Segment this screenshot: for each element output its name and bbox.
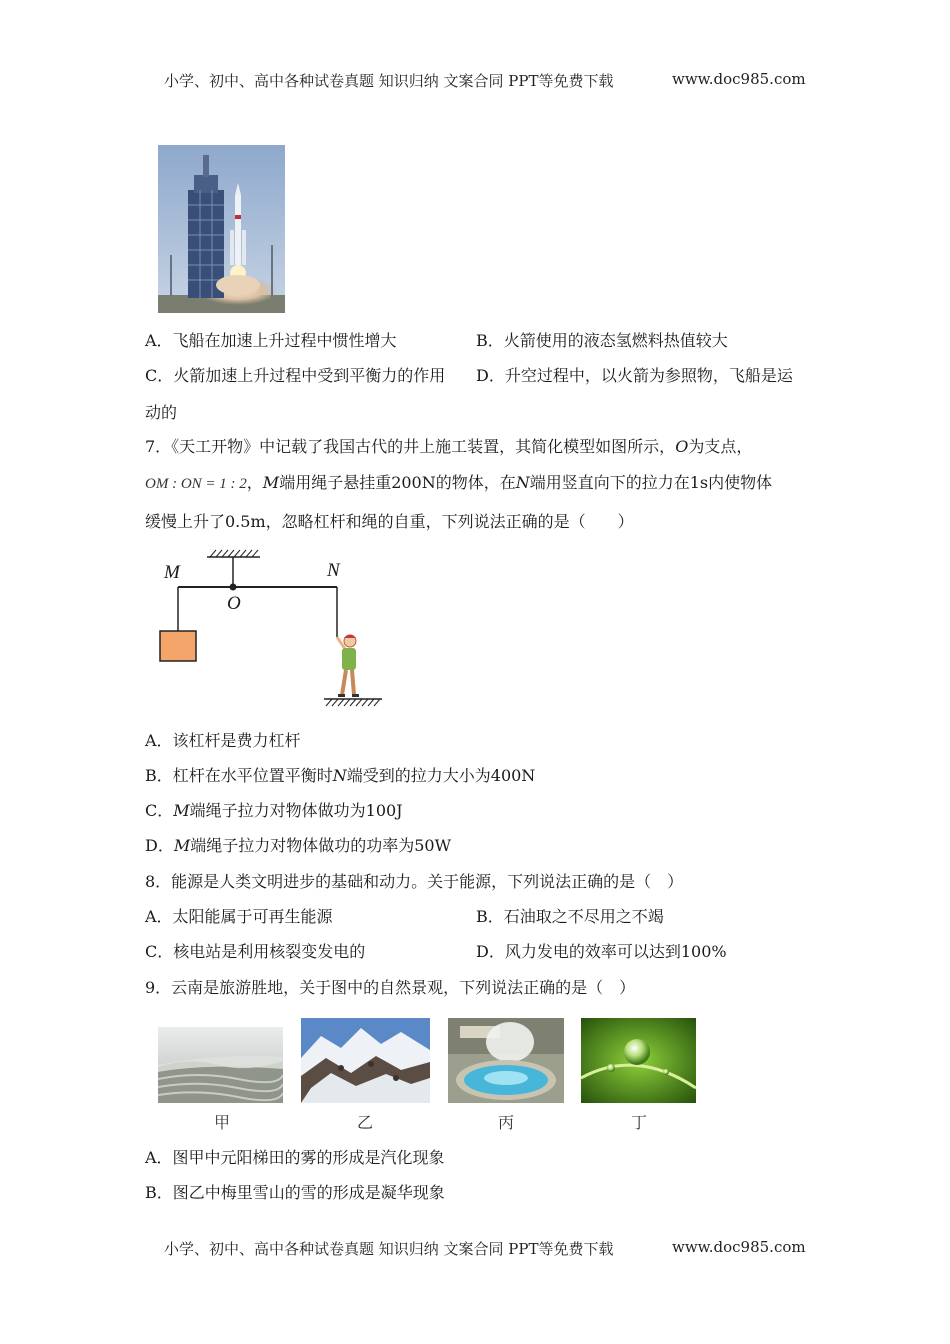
q7-option-d: D．M端绳子拉力对物体做功的功率为50W (145, 836, 452, 855)
caption-yi: 乙 (357, 1113, 374, 1132)
q7-ratio-formula: OM : ON = 1 : 2 (145, 476, 247, 492)
footer-text: 小学、初中、高中各种试卷真题 知识归纳 文案合同 PPT等免费下载 (164, 1240, 614, 1258)
rocket-launch-photo (158, 145, 285, 313)
q7-option-a: A．该杠杆是费力杠杆 (145, 731, 301, 750)
q6-option-b: B．火箭使用的液态氢燃料热值较大 (476, 331, 728, 350)
q8-stem: 8．能源是人类文明进步的基础和动力。关于能源，下列说法正确的是（ ） (145, 872, 684, 891)
q9-stem: 9．云南是旅游胜地，关于图中的自然景观，下列说法正确的是（ ） (145, 978, 636, 997)
q6-option-d: D．升空过程中，以火箭为参照物，飞船是运 (476, 366, 793, 385)
q7-option-b: B．杠杆在水平位置平衡时N端受到的拉力大小为400N (145, 766, 536, 785)
q7-option-c: C．M端绳子拉力对物体做功为100J (145, 801, 403, 820)
q9-option-a: A．图甲中元阳梯田的雾的形成是汽化现象 (145, 1148, 445, 1167)
hot-spring-photo (448, 1018, 564, 1103)
q6-option-c: C．火箭加速上升过程中受到平衡力的作用 (145, 366, 446, 385)
footer-url[interactable]: www.doc985.com (672, 1238, 806, 1256)
q8-option-b: B．石油取之不尽用之不竭 (476, 907, 664, 926)
q8-option-c: C．核电站是利用核裂变发电的 (145, 942, 366, 961)
snow-mountain-photo (301, 1018, 430, 1103)
q8-option-a: A．太阳能属于可再生能源 (145, 907, 333, 926)
q6-option-a: A．飞船在加速上升过程中惯性增大 (145, 331, 397, 350)
terrace-fog-photo (158, 1027, 283, 1103)
q7-stem-line3: 缓慢上升了0.5m，忽略杠杆和绳的自重，下列说法正确的是（ ） (145, 512, 634, 531)
q8-option-d: D．风力发电的效率可以达到100% (476, 942, 727, 961)
q6-option-d-cont: 动的 (145, 403, 178, 422)
header-text: 小学、初中、高中各种试卷真题 知识归纳 文案合同 PPT等免费下载 (164, 72, 614, 90)
lever-diagram (150, 545, 390, 715)
q7-stem-line1: 7．《天工开物》中记载了我国古代的井上施工装置，其简化模型如图所示，O为支点， (145, 437, 753, 456)
lever-label-o: O (227, 593, 241, 614)
header-url[interactable]: www.doc985.com (672, 70, 806, 88)
q7-stem-line2: OM : ON = 1 : 2，M端用绳子悬挂重200N的物体，在N端用竖直向下的拉力在1s内使物体 (145, 473, 773, 492)
lever-label-m: M (164, 562, 180, 583)
caption-bing: 丙 (498, 1113, 515, 1132)
caption-jia: 甲 (214, 1113, 231, 1132)
q9-option-b: B．图乙中梅里雪山的雪的形成是凝华现象 (145, 1183, 445, 1202)
caption-ding: 丁 (631, 1113, 648, 1132)
dew-leaf-photo (581, 1018, 696, 1103)
lever-label-n: N (327, 560, 340, 581)
